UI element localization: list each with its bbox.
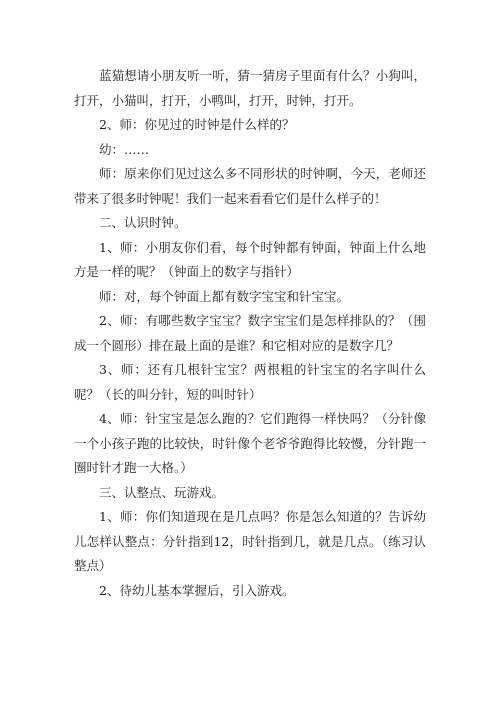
document-body — [74, 64, 426, 603]
paragraph-question-2: 2、师：你见过的时钟是什么样的？ — [99, 117, 295, 132]
paragraph-teacher-intro: 师：原来你们见过这么多不同形状的时钟啊，今天，老师还带来了很多时钟呢！我们一起来看看它们是什么样子的！ — [74, 166, 426, 206]
paragraph-child-answer: 幼：…… — [99, 141, 150, 157]
section-heading-2: 二、认识时钟。 — [99, 215, 187, 230]
paragraph-game: 2、待幼儿基本掌握后，引入游戏。 — [99, 582, 295, 598]
paragraph-hands: 3、师：还有几根针宝宝？两根粗的针宝宝的名字叫什么呢？（长的叫分针，短的叫时针） — [74, 362, 426, 402]
paragraph-whole-hour: 1、师：你们知道现在是几点吗？你是怎么知道的？告诉幼儿怎样认整点：分针指到12，时针指到几，就是几点。（练习认整点） — [74, 509, 426, 573]
paragraph-clock-face: 1、师：小朋友你们看，每个时钟都有钟面，钟面上什么地方是一样的呢？（钟面上的数字与指针） — [74, 239, 426, 279]
paragraph-intro-story: 蓝猫想请小朋友听一听，猜一猜房子里面有什么？小狗叫，打开，小猫叫，打开，小鸭叫，打开，时钟，打开。 — [74, 68, 426, 108]
paragraph-teacher-confirm: 师：对，每个钟面上都有数字宝宝和针宝宝。 — [99, 288, 350, 304]
section-heading-3: 三、认整点、玩游戏。 — [99, 484, 225, 500]
paragraph-numbers: 2、师：有哪些数字宝宝？数字宝宝们是怎样排队的？（围成一个圆形）排在最上面的是谁？和它相对应的是数字几？ — [74, 313, 426, 353]
paragraph-hand-speed: 4、师：针宝宝是怎么跑的？它们跑得一样快吗？（分针像一个小孩子跑的比较快，时针像个老爷爷跑得比较慢，分针跑一圈时针才跑一大格。） — [74, 411, 426, 475]
